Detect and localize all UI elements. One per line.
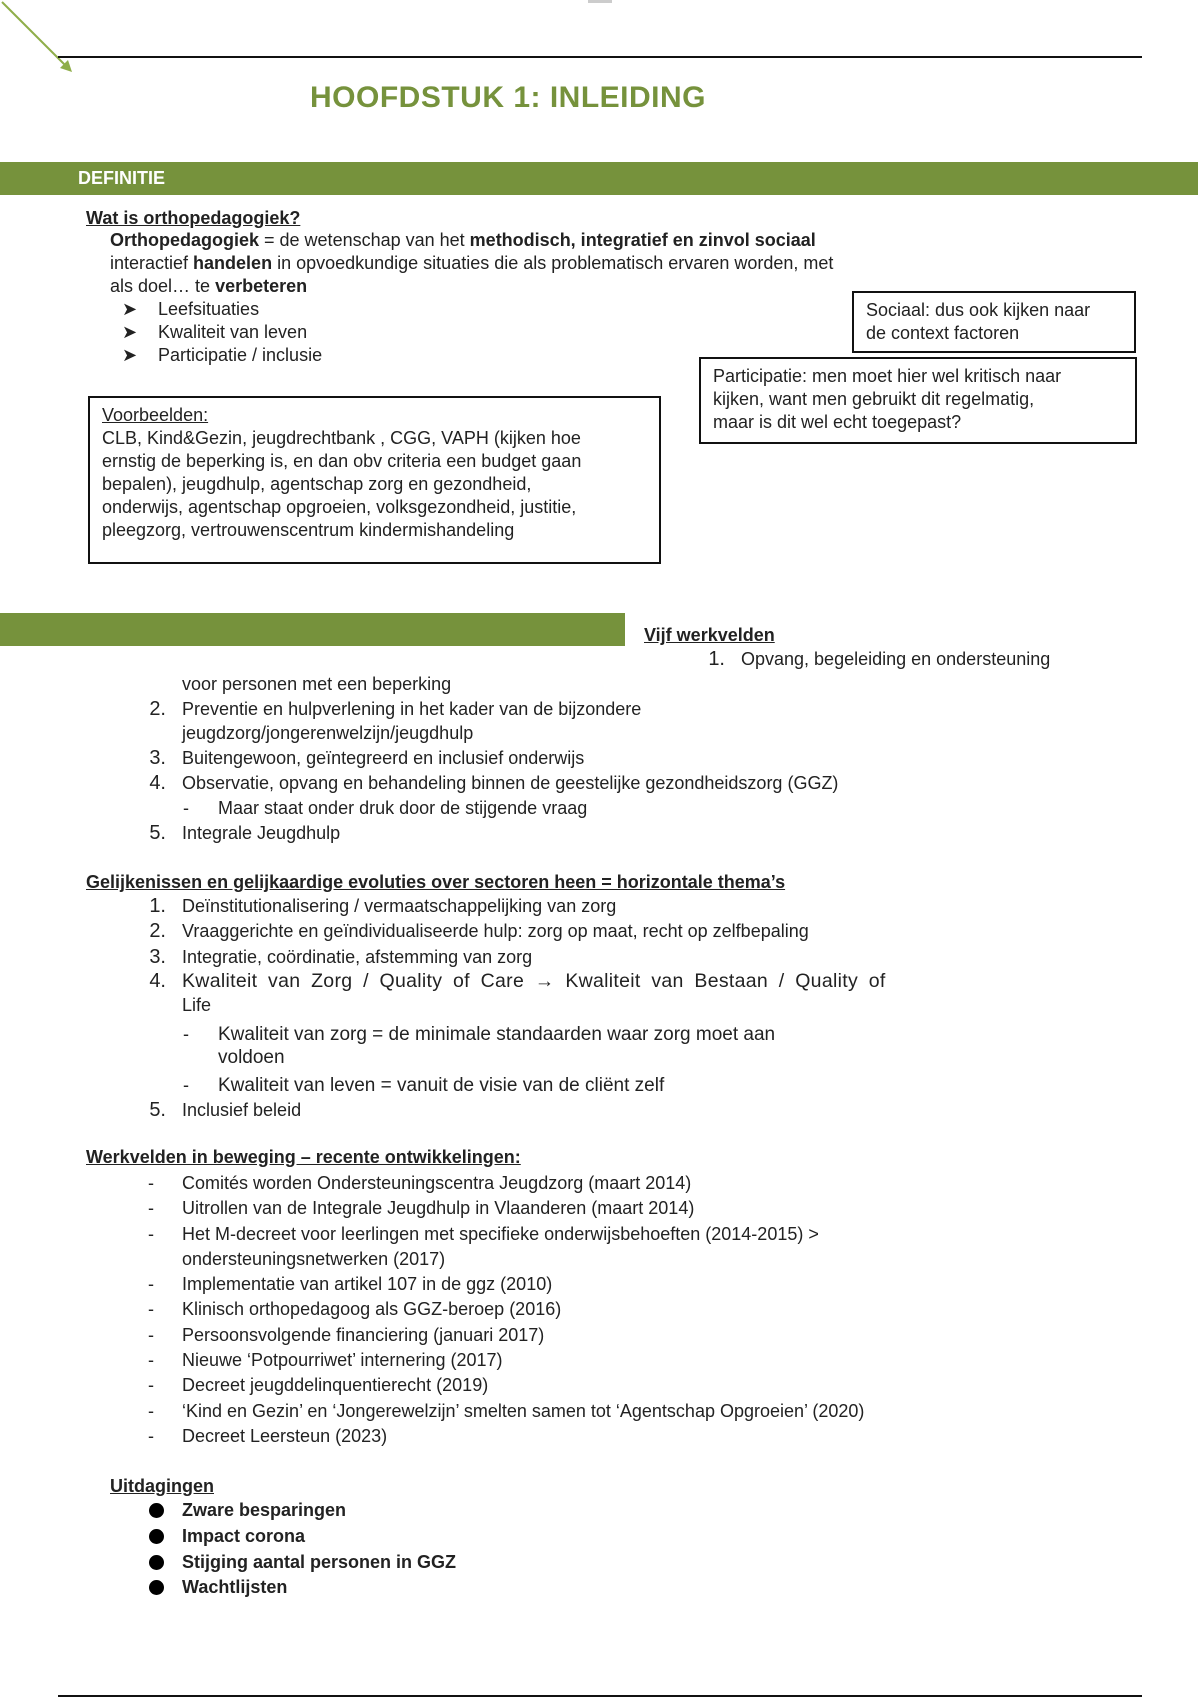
section-bar-werkvelden xyxy=(0,613,625,646)
list-item: Opvang, begeleiding en ondersteuning xyxy=(741,649,1051,669)
dash-bullet: - xyxy=(183,1024,189,1044)
beweging-list xyxy=(148,1171,864,1449)
voorbeelden-line: CLB, Kind&Gezin, jeugdrechtbank , CGG, VAPH (kijken hoe xyxy=(102,428,581,448)
heading-wat-is: Wat is orthopedagogiek? xyxy=(86,208,301,228)
voorbeelden-line: onderwijs, agentschap opgroeien, volksgezondheid, justitie, xyxy=(102,497,577,517)
bullet-dot-icon xyxy=(149,1555,164,1570)
list-item: - Decreet Leersteun (2023) xyxy=(148,1425,388,1446)
voorbeelden-box xyxy=(88,396,661,564)
def-bold: methodisch, integratief en zinvol sociaal xyxy=(469,230,816,250)
list-item: Kwaliteit van Zorg / Quality of Care → Kwaliteit van Bestaan / Quality of xyxy=(182,970,886,992)
list-item: Deïnstitutionalisering / vermaatschappelijking van zorg xyxy=(182,896,617,916)
list-item: Observatie, opvang en behandeling binnen de geestelijke gezondheidszorg (GGZ) xyxy=(182,773,839,793)
sub-list-item-cont: voldoen xyxy=(218,1047,285,1068)
arrow-bullet-icon: ➤ xyxy=(122,345,138,365)
heading-uitdagingen: Uitdagingen xyxy=(110,1476,214,1496)
list-item-cont: jeugdzorg/jongerenwelzijn/jeugdhulp xyxy=(182,723,474,743)
note-line: kijken, want men gebruikt dit regelmatig, xyxy=(713,389,1035,409)
note-box-participatie xyxy=(699,357,1137,444)
list-number: 4. xyxy=(149,970,166,992)
list-item: Vraaggerichte en geïndividualiseerde hulp: zorg op maat, recht op zelfbepaling xyxy=(182,921,809,941)
list-number: 3. xyxy=(149,747,166,769)
dash-bullet: - xyxy=(183,798,189,818)
def-text: interactief xyxy=(110,253,194,273)
note-line: Participatie: men moet hier wel kritisch naar xyxy=(713,366,1062,386)
corner-arrow-icon xyxy=(0,0,80,80)
note-line: Sociaal: dus ook kijken naar xyxy=(866,300,1091,320)
sub-list-item: Kwaliteit van zorg = de minimale standaarden waar zorg moet aan xyxy=(218,1024,776,1045)
list-item: - Uitrollen van de Integrale Jeugdhulp in Vlaanderen (maart 2014) xyxy=(148,1198,695,1219)
voorbeelden-line: ernstig de beperking is, en dan obv criteria een budget gaan xyxy=(102,451,582,471)
list-number: 2. xyxy=(149,698,166,720)
note-line: maar is dit wel echt toegepast? xyxy=(713,412,962,432)
list-item: Zware besparingen xyxy=(182,1500,347,1520)
sub-list-item: Maar staat onder druk door de stijgende vraag xyxy=(218,798,588,818)
list-number: 2. xyxy=(149,920,166,942)
list-item-cont: voor personen met een beperking xyxy=(182,674,452,694)
list-number: 4. xyxy=(149,772,166,794)
def-term: Orthopedagogiek xyxy=(110,230,260,250)
voorbeelden-heading: Voorbeelden: xyxy=(102,405,209,425)
list-item: Inclusief beleid xyxy=(182,1100,302,1120)
note-line: de context factoren xyxy=(866,323,1020,343)
def-text: = de wetenschap van het xyxy=(259,230,470,250)
list-item: Wachtlijsten xyxy=(182,1577,288,1597)
list-item: Kwaliteit van leven xyxy=(158,322,308,342)
page-title: HOOFDSTUK 1: INLEIDING xyxy=(310,81,707,114)
list-number: 5. xyxy=(149,1099,166,1121)
dash-bullet: - xyxy=(183,1075,189,1095)
def-text: als doel… te xyxy=(110,276,216,296)
arrow-bullet-icon: ➤ xyxy=(122,322,138,342)
definition-line-3 xyxy=(110,275,307,298)
bullet-dot-icon xyxy=(149,1529,164,1544)
sub-list-item: Kwaliteit van leven = vanuit de visie van de cliënt zelf xyxy=(218,1075,665,1096)
def-bold: handelen xyxy=(193,253,273,273)
list-item: Buitengewoon, geïntegreerd en inclusief onderwijs xyxy=(182,748,585,768)
heading-werkvelden: Vijf werkvelden xyxy=(644,625,775,645)
list-item: Impact corona xyxy=(182,1526,306,1546)
heading-gelijkenissen: Gelijkenissen en gelijkaardige evoluties over sectoren heen = horizontale thema’s xyxy=(86,872,786,892)
list-item: - ‘Kind en Gezin’ en ‘Jongerewelzijn’ smelten samen tot ‘Agentschap Opgroeien’ (2020) xyxy=(148,1400,865,1421)
bullet-dot-icon xyxy=(149,1580,164,1595)
definition-line-2 xyxy=(110,252,833,275)
list-item: - Implementatie van artikel 107 in de ggz (2010) xyxy=(148,1274,553,1295)
top-tick xyxy=(588,0,612,3)
list-number: 5. xyxy=(149,822,166,844)
list-item: - Comités worden Ondersteuningscentra Jeugdzorg (maart 2014) xyxy=(148,1173,692,1193)
list-item: Integratie, coördinatie, afstemming van zorg xyxy=(182,947,533,967)
footer-rule xyxy=(58,1695,1142,1697)
list-number: 1. xyxy=(149,895,166,917)
list-item: - Decreet jeugddelinquentierecht (2019) xyxy=(148,1375,489,1396)
list-item: Leefsituaties xyxy=(158,299,260,319)
voorbeelden-line: pleegzorg, vertrouwenscentrum kindermishandeling xyxy=(102,520,515,540)
list-item: - Het M-decreet voor leerlingen met specifieke onderwijsbehoeften (2014-2015) > xyxy=(148,1223,819,1244)
section-bar-definitie xyxy=(0,162,1198,195)
arrow-bullet-icon: ➤ xyxy=(122,299,138,319)
note-box-sociaal xyxy=(852,291,1136,353)
def-bold: verbeteren xyxy=(215,276,308,296)
list-item: Participatie / inclusie xyxy=(158,345,323,365)
list-item: - Persoonsvolgende financiering (januari 2017) xyxy=(148,1324,545,1345)
voorbeelden-line: bepalen), jeugdhulp, agentschap zorg en gezondheid, xyxy=(102,474,532,494)
header-rule xyxy=(58,56,1142,58)
definition-line-1 xyxy=(110,229,816,252)
list-item: Stijging aantal personen in GGZ xyxy=(182,1552,457,1572)
section-bar-label: DEFINITIE xyxy=(78,168,166,188)
list-item: - Nieuwe ‘Potpourriwet’ internering (2017) xyxy=(148,1350,503,1371)
list-item-cont: ondersteuningsnetwerken (2017) xyxy=(182,1248,446,1269)
bullet-dot-icon xyxy=(149,1503,164,1518)
list-item: Integrale Jeugdhulp xyxy=(182,823,341,843)
list-item-cont: Life xyxy=(182,995,212,1015)
list-number: 1. xyxy=(708,648,725,670)
list-number: 3. xyxy=(149,946,166,968)
def-text: in opvoedkundige situaties die als problematisch ervaren worden, met xyxy=(272,253,834,273)
list-item: Preventie en hulpverlening in het kader van de bijzondere xyxy=(182,699,642,719)
list-item: - Klinisch orthopedagoog als GGZ-beroep (2016) xyxy=(148,1299,562,1320)
heading-beweging: Werkvelden in beweging – recente ontwikkelingen: xyxy=(86,1147,521,1167)
